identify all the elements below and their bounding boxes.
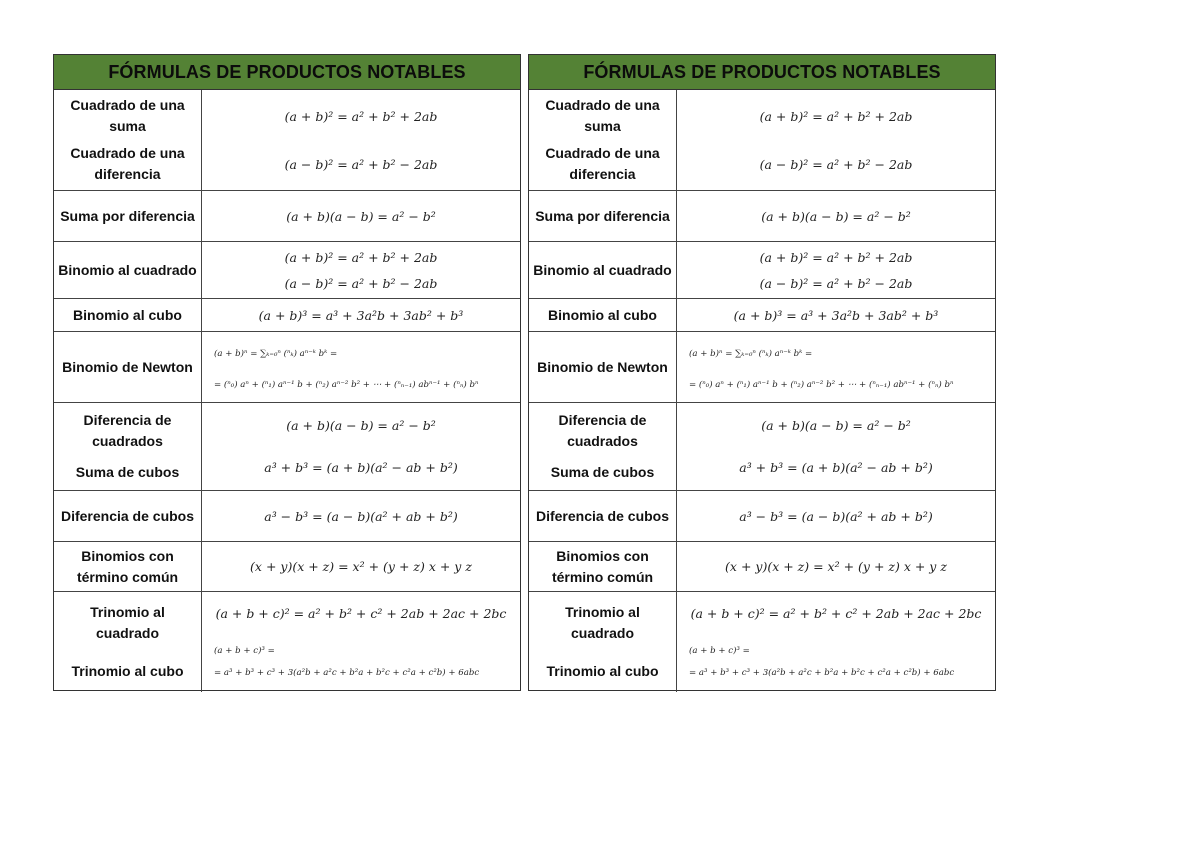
label-trinomio-cubo: Trinomio al cubo (546, 662, 659, 679)
row-suma-por-diferencia (54, 191, 520, 242)
row-diferencia-cubos (54, 491, 520, 542)
row-cuadrados (529, 90, 995, 191)
formula-card-right (528, 54, 996, 691)
formula-diferencia-cuadrados: (a + b)(a − b) = a² − b² (286, 418, 436, 434)
label-suma-cubos: Suma de cubos (75, 464, 180, 480)
label-cuadrado-suma: Cuadrado de una suma (70, 97, 185, 134)
formula-trinomio-cubo-2: = a³ + b³ + c³ + 3(a²b + a²c + b²a + b²c + c²a + c²b) + 6abc (689, 667, 955, 678)
formula-diferencia-cubos: a³ − b³ = (a − b)(a² + ab + b²) (739, 508, 933, 524)
formula-trinomio-cuadrado: (a + b + c)² = a² + b² + c² + 2ab + 2ac + 2bc (215, 606, 507, 622)
label-binomio-newton: Binomio de Newton (537, 358, 668, 375)
row-trinomios (54, 592, 520, 692)
formula-trinomio-cubo-2: = a³ + b³ + c³ + 3(a²b + a²c + b²a + b²c + c²a + c²b) + 6abc (214, 667, 480, 678)
row-binomio-cuadrado (529, 242, 995, 299)
card-title: FÓRMULAS DE PRODUCTOS NOTABLES (529, 55, 995, 90)
row-diferencia-cubos (529, 491, 995, 542)
label-binomio-cuadrado: Binomio al cuadrado (533, 261, 672, 278)
label-termino-comun: Binomios con término común (76, 547, 179, 585)
formula-termino-comun: (x + y)(x + z) = x² + (y + z) x + y z (250, 559, 472, 574)
formula-suma-cubos: a³ + b³ = (a + b)(a² − ab + b²) (264, 459, 458, 475)
formula-suma-por-diferencia: (a + b)(a − b) = a² − b² (286, 208, 436, 224)
row-binomio-newton (529, 332, 995, 403)
formula-newton-1: (a + b)ⁿ = ∑ₖ₌₀ⁿ (ⁿₖ) aⁿ⁻ᵏ bᵏ = (214, 348, 338, 359)
formula-cuadrado-diferencia: (a − b)² = a² + b² − 2ab (759, 156, 913, 172)
label-diferencia-cuadrados: Diferencia de cuadrados (83, 412, 172, 449)
label-trinomio-cuadrado: Trinomio al cuadrado (90, 604, 165, 642)
label-trinomio-cuadrado: Trinomio al cuadrado (565, 604, 640, 642)
row-suma-por-diferencia (529, 191, 995, 242)
formula-binomio-cuadrado-1: (a + b)² = a² + b² + 2ab (759, 249, 913, 265)
formula-newton-2: = (ⁿ₀) aⁿ + (ⁿ₁) aⁿ⁻¹ b + (ⁿ₂) aⁿ⁻² b² + ⋯ + (ⁿₙ₋₁) abⁿ⁻¹ + (ⁿₙ) bⁿ (214, 379, 479, 390)
formula-cuadrado-suma: (a + b)² = a² + b² + 2ab (284, 108, 438, 124)
card-title: FÓRMULAS DE PRODUCTOS NOTABLES (54, 55, 520, 90)
row-termino-comun (54, 542, 520, 592)
row-binomio-newton (54, 332, 520, 403)
formula-termino-comun: (x + y)(x + z) = x² + (y + z) x + y z (725, 559, 947, 574)
label-termino-comun: Binomios con término común (551, 547, 654, 585)
row-cuadrados (54, 90, 520, 191)
formula-trinomio-cubo-1: (a + b + c)³ = (689, 646, 750, 657)
row-diferencia-suma-cubos (529, 403, 995, 491)
label-suma-cubos: Suma de cubos (550, 464, 655, 480)
formula-trinomio-cuadrado: (a + b + c)² = a² + b² + c² + 2ab + 2ac + 2bc (690, 606, 982, 622)
label-binomio-cuadrado: Binomio al cuadrado (58, 261, 197, 278)
label-binomio-cubo: Binomio al cubo (73, 306, 182, 323)
label-diferencia-cubos: Diferencia de cubos (535, 507, 670, 524)
label-suma-por-diferencia: Suma por diferencia (535, 207, 670, 224)
formula-trinomio-cubo-1: (a + b + c)³ = (214, 646, 275, 657)
formula-suma-por-diferencia: (a + b)(a − b) = a² − b² (761, 208, 911, 224)
row-diferencia-suma-cubos (54, 403, 520, 491)
formula-cuadrado-suma: (a + b)² = a² + b² + 2ab (759, 108, 913, 124)
formula-diferencia-cubos: a³ − b³ = (a − b)(a² + ab + b²) (264, 508, 458, 524)
row-termino-comun (529, 542, 995, 592)
label-binomio-cubo: Binomio al cubo (548, 306, 657, 323)
formula-diferencia-cuadrados: (a + b)(a − b) = a² − b² (761, 418, 911, 434)
label-cuadrado-diferencia: Cuadrado de una diferencia (545, 145, 660, 182)
formula-newton-2: = (ⁿ₀) aⁿ + (ⁿ₁) aⁿ⁻¹ b + (ⁿ₂) aⁿ⁻² b² + ⋯ + (ⁿₙ₋₁) abⁿ⁻¹ + (ⁿₙ) bⁿ (689, 379, 954, 390)
row-binomio-cubo (529, 299, 995, 332)
label-diferencia-cubos: Diferencia de cubos (60, 507, 195, 524)
formula-binomio-cubo: (a + b)³ = a³ + 3a²b + 3ab² + b³ (258, 307, 464, 323)
row-binomio-cuadrado (54, 242, 520, 299)
formula-suma-cubos: a³ + b³ = (a + b)(a² − ab + b²) (739, 459, 933, 475)
row-trinomios (529, 592, 995, 692)
formula-cuadrado-diferencia: (a − b)² = a² + b² − 2ab (284, 156, 438, 172)
formula-binomio-cuadrado-2: (a − b)² = a² + b² − 2ab (759, 275, 913, 291)
formula-binomio-cuadrado-2: (a − b)² = a² + b² − 2ab (284, 275, 438, 291)
label-diferencia-cuadrados: Diferencia de cuadrados (558, 412, 647, 449)
label-cuadrado-suma: Cuadrado de una suma (545, 97, 660, 134)
formula-newton-1: (a + b)ⁿ = ∑ₖ₌₀ⁿ (ⁿₖ) aⁿ⁻ᵏ bᵏ = (689, 348, 813, 359)
label-binomio-newton: Binomio de Newton (62, 358, 193, 375)
label-cuadrado-diferencia: Cuadrado de una diferencia (70, 145, 185, 182)
formula-card-left (53, 54, 521, 691)
label-suma-por-diferencia: Suma por diferencia (60, 207, 195, 224)
formula-binomio-cubo: (a + b)³ = a³ + 3a²b + 3ab² + b³ (733, 307, 939, 323)
formula-binomio-cuadrado-1: (a + b)² = a² + b² + 2ab (284, 249, 438, 265)
row-binomio-cubo (54, 299, 520, 332)
label-trinomio-cubo: Trinomio al cubo (71, 662, 184, 679)
